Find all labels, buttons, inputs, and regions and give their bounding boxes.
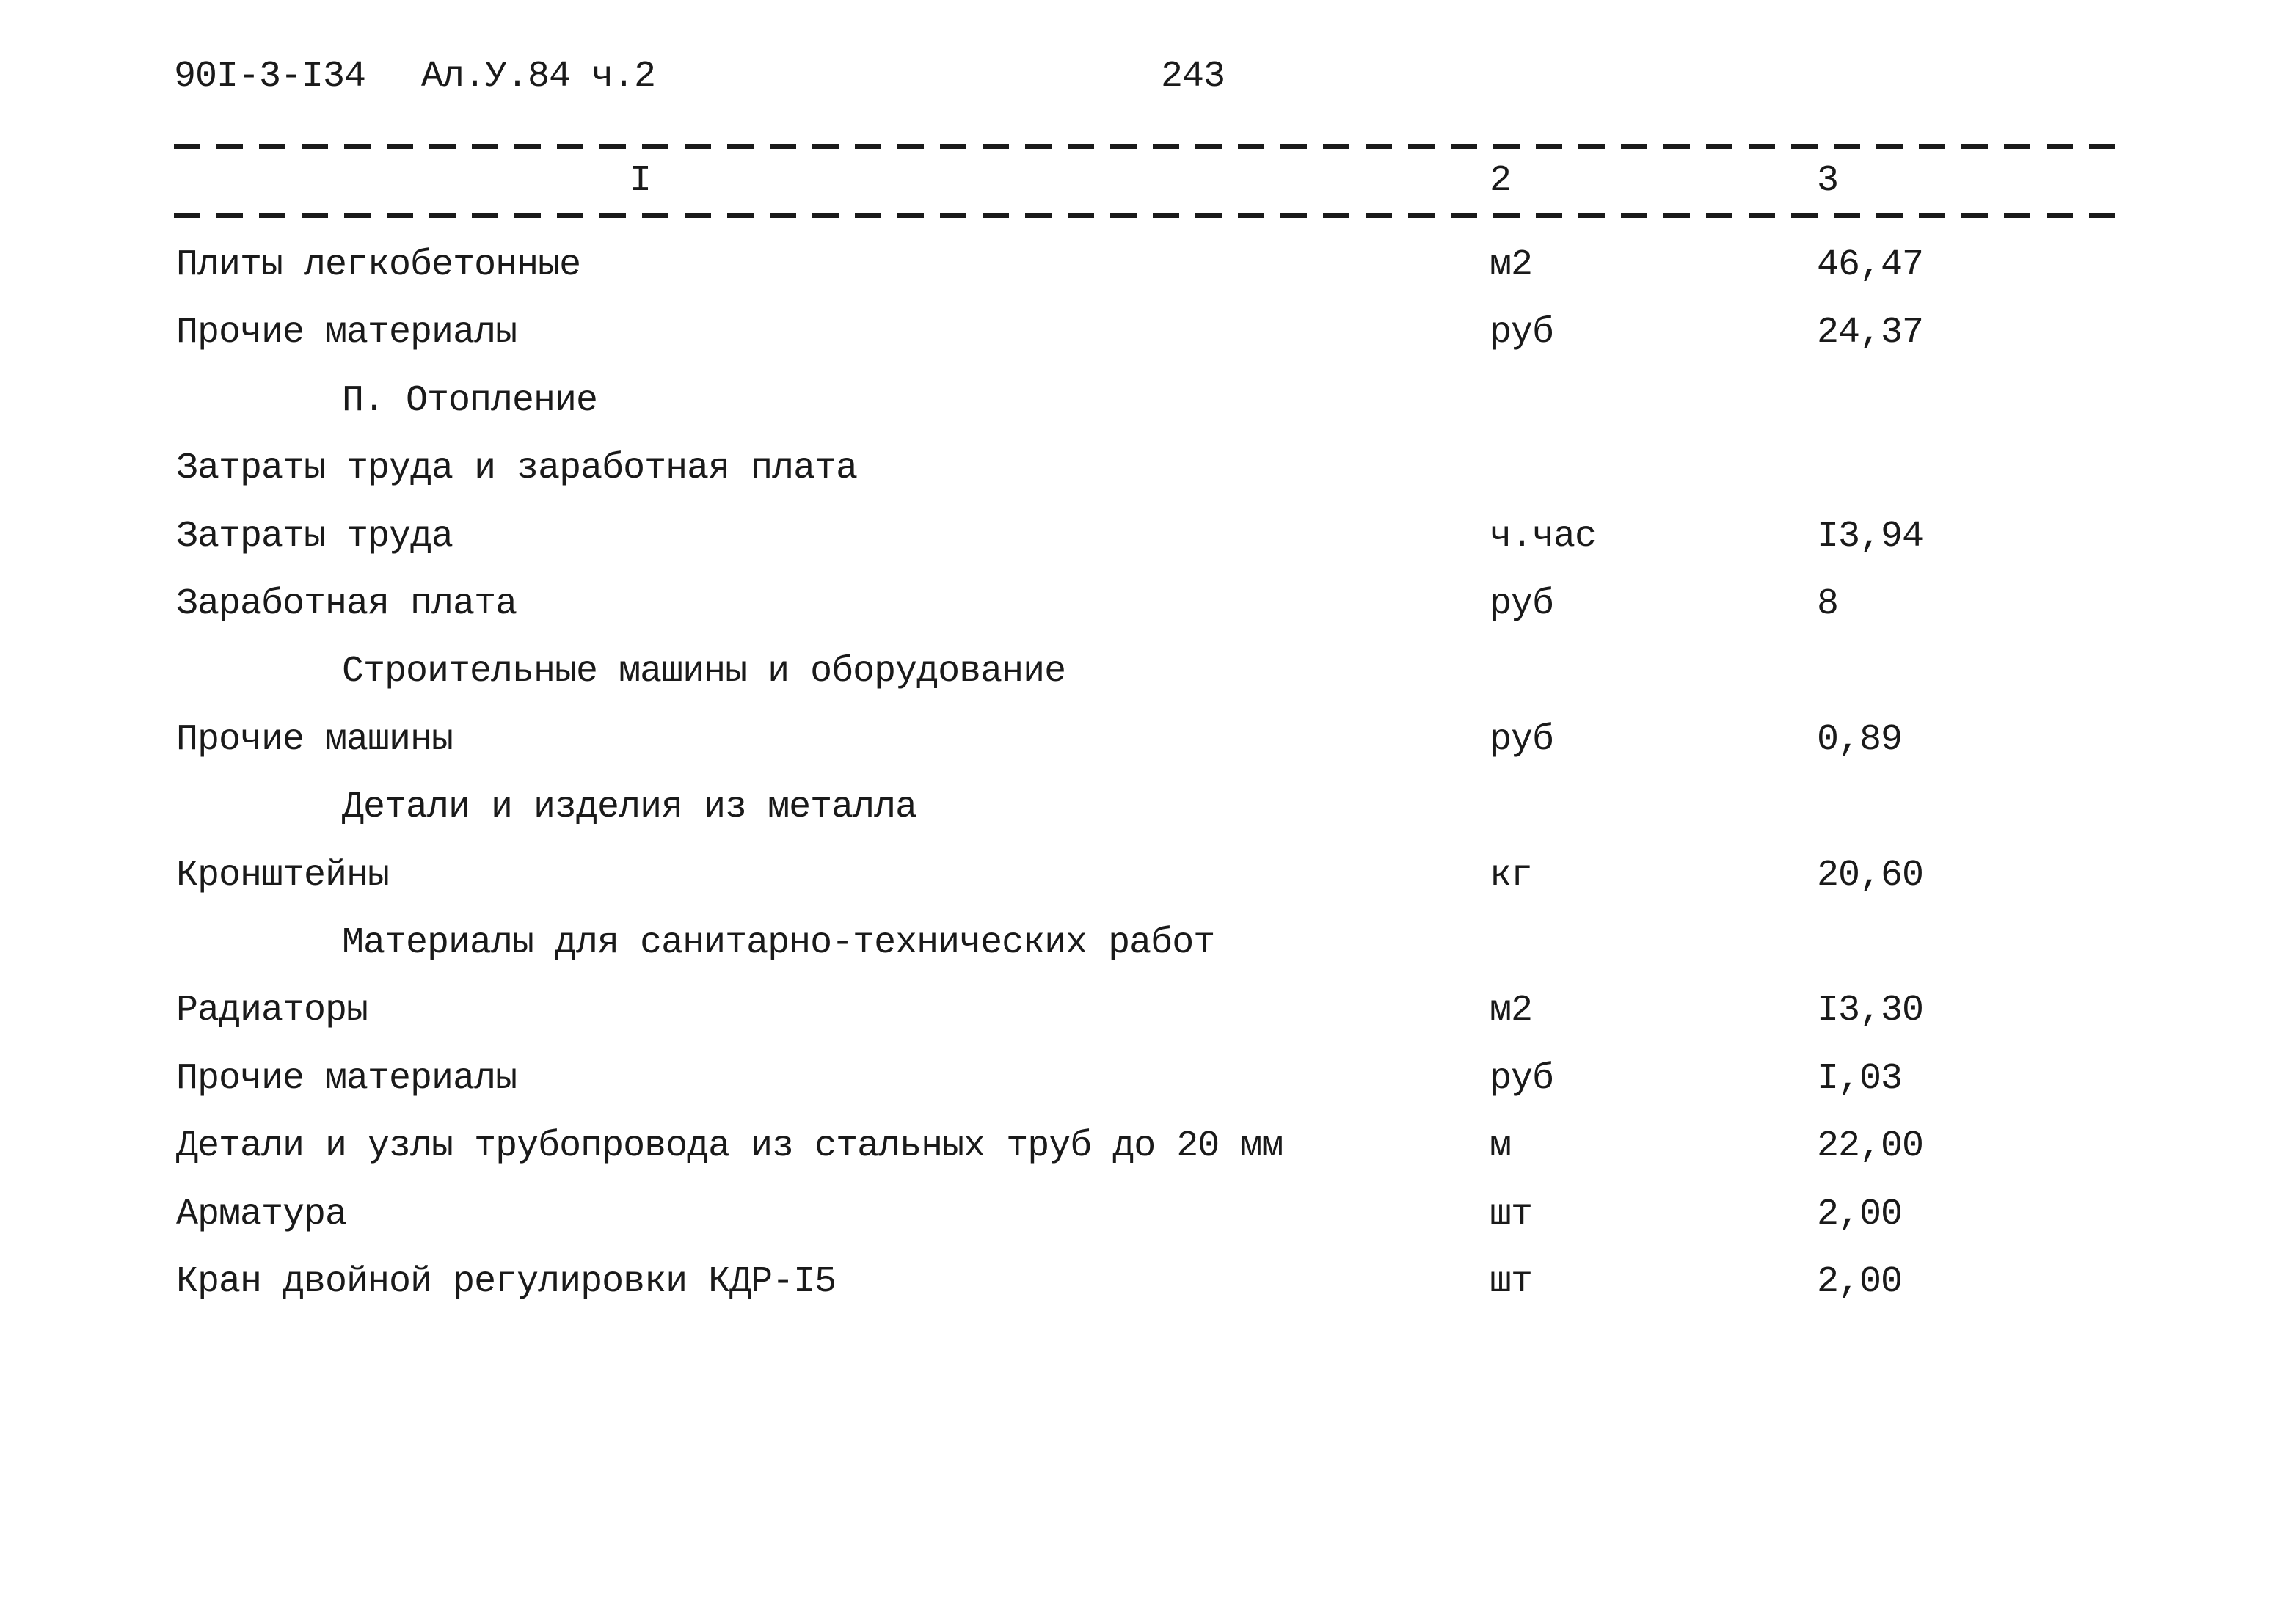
section-title: Строительные машины и оборудование <box>342 651 1066 693</box>
table-row <box>0 435 2296 503</box>
item-name: Прочие материалы <box>176 1057 517 1100</box>
item-quantity: 20,60 <box>1817 854 1924 897</box>
item-quantity: 46,47 <box>1817 244 1924 286</box>
item-name: Заработная плата <box>176 583 517 625</box>
item-quantity: I,03 <box>1817 1057 1903 1100</box>
item-quantity: 2,00 <box>1817 1261 1903 1303</box>
item-unit: м2 <box>1490 990 1533 1032</box>
item-quantity: I3,30 <box>1817 990 1924 1032</box>
table-top-rule <box>174 144 2131 149</box>
table-row <box>0 232 2296 299</box>
table-row <box>0 706 2296 774</box>
table-section-row <box>0 638 2296 706</box>
item-name: Затраты труда <box>176 515 453 558</box>
column-header-3: 3 <box>1817 160 1840 202</box>
item-unit: ч.час <box>1490 515 1597 558</box>
table-row <box>0 1045 2296 1113</box>
column-header-1: I <box>630 160 652 202</box>
table-row <box>0 503 2296 571</box>
table-row <box>0 977 2296 1045</box>
item-quantity: 8 <box>1817 583 1839 625</box>
item-unit: руб <box>1490 718 1554 761</box>
item-name: Прочие машины <box>176 718 453 761</box>
column-header-2: 2 <box>1490 160 1512 202</box>
item-name: Затраты труда и заработная плата <box>176 448 858 490</box>
item-quantity: 0,89 <box>1817 718 1903 761</box>
item-unit: м2 <box>1490 244 1533 286</box>
page-number: 243 <box>1161 56 1225 98</box>
table-section-row <box>0 368 2296 435</box>
item-quantity: I3,94 <box>1817 515 1924 558</box>
item-unit: руб <box>1490 583 1554 625</box>
item-quantity: 24,37 <box>1817 312 1924 354</box>
document-code: 90I-3-I34 <box>174 56 366 98</box>
table-row <box>0 299 2296 367</box>
item-unit: м <box>1490 1125 1512 1168</box>
item-name: Плиты легкобетонные <box>176 244 581 286</box>
item-quantity: 2,00 <box>1817 1193 1903 1235</box>
item-unit: шт <box>1490 1261 1533 1303</box>
item-quantity: 22,00 <box>1817 1125 1924 1168</box>
table-section-row <box>0 774 2296 841</box>
item-unit: шт <box>1490 1193 1533 1235</box>
section-title: П. Отопление <box>342 379 598 422</box>
album-reference: Ал.У.84 ч.2 <box>421 56 656 98</box>
item-unit: руб <box>1490 1057 1554 1100</box>
item-unit: кг <box>1490 854 1533 897</box>
item-name: Арматура <box>176 1193 347 1235</box>
item-name: Кран двойной регулировки КДР-I5 <box>176 1261 837 1303</box>
section-title: Материалы для санитарно-технических работ <box>342 922 1215 964</box>
item-unit: руб <box>1490 312 1554 354</box>
item-name: Детали и узлы трубопровода из стальных труб до 20 мм <box>176 1125 1283 1168</box>
item-name: Радиаторы <box>176 990 368 1032</box>
table-row <box>0 571 2296 638</box>
item-name: Прочие материалы <box>176 312 517 354</box>
table-row <box>0 1249 2296 1316</box>
table-header-rule <box>174 213 2131 218</box>
item-name: Кронштейны <box>176 854 390 897</box>
table-row <box>0 1113 2296 1180</box>
table-row <box>0 842 2296 910</box>
section-title: Детали и изделия из металла <box>342 786 917 829</box>
table-section-row <box>0 910 2296 977</box>
table-row <box>0 1181 2296 1249</box>
